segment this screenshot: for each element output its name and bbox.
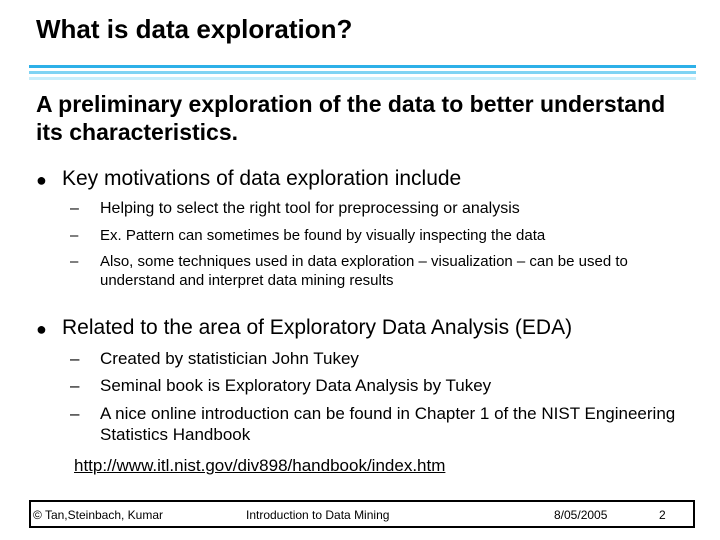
bullet-text: Key motivations of data exploration include xyxy=(62,167,462,190)
bullet-dot-icon: ● xyxy=(36,319,47,339)
sub-bullet-text: Helping to select the right tool for preprocessing or analysis xyxy=(100,200,520,217)
sub-bullet-item xyxy=(70,226,690,246)
sub-bullet-item xyxy=(70,252,690,292)
bullet-text: Related to the area of Exploratory Data Analysis (EDA) xyxy=(62,316,573,339)
footer-course: Introduction to Data Mining xyxy=(246,508,390,522)
bullet-item xyxy=(36,167,696,193)
bullet-item xyxy=(36,316,696,342)
sub-bullet-text: Also, some techniques used in data exploration – visualization – can be used to understand and interpret data mining results xyxy=(100,253,628,289)
slide-title: What is data exploration? xyxy=(36,14,353,44)
footer-authors: © Tan,Steinbach, Kumar xyxy=(33,508,164,522)
sub-bullet-text: Created by statistician John Tukey xyxy=(100,349,359,368)
sub-bullet-item xyxy=(70,403,690,447)
slide-subtitle: A preliminary exploration of the data to better understand its characteristics. xyxy=(36,91,666,145)
title-rule-dark xyxy=(29,65,696,68)
dash-icon: – xyxy=(70,253,79,270)
sub-bullet-text: Seminal book is Exploratory Data Analysis by Tukey xyxy=(100,376,492,395)
sub-bullet-item xyxy=(70,348,690,370)
footer-page-number: 2 xyxy=(659,508,666,522)
dash-icon: – xyxy=(70,404,80,423)
bullet-dot-icon: ● xyxy=(36,170,47,190)
title-rule-light xyxy=(29,77,696,80)
dash-icon: – xyxy=(70,200,79,217)
title-rule-mid xyxy=(29,71,696,74)
sub-bullet-item xyxy=(70,375,690,397)
dash-icon: – xyxy=(70,227,79,244)
sub-bullet-text: A nice online introduction can be found in Chapter 1 of the NIST Engineering Statistics Handbook xyxy=(100,404,676,444)
dash-icon: – xyxy=(70,376,80,395)
dash-icon: – xyxy=(70,349,80,368)
footer-date: 8/05/2005 xyxy=(554,508,608,522)
sub-bullet-text: Ex. Pattern can sometimes be found by visually inspecting the data xyxy=(100,227,546,244)
slide-footer xyxy=(29,500,695,528)
nist-handbook-link[interactable]: http://www.itl.nist.gov/div898/handbook/index.htm xyxy=(74,456,446,475)
sub-bullet-item xyxy=(70,199,690,221)
